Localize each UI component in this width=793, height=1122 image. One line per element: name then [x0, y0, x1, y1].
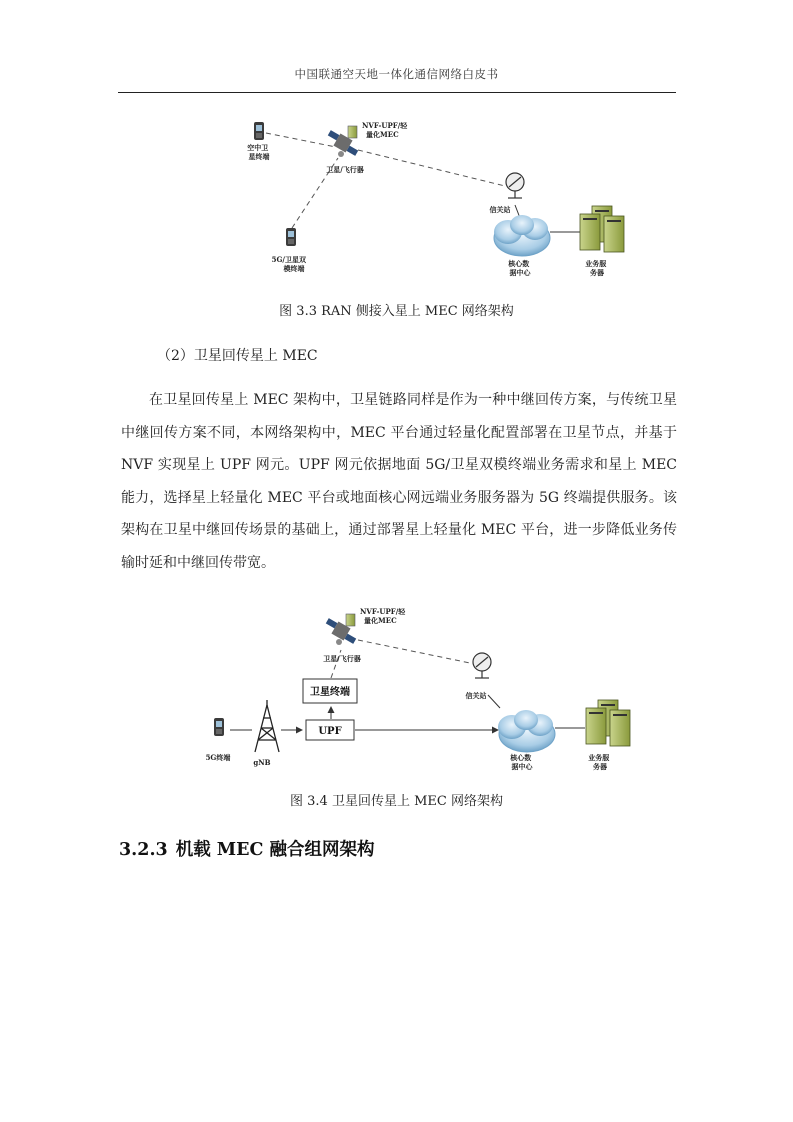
link-satellite-to-gateway [358, 640, 475, 664]
label-nvf-upf: NVF-UPF/轻 量化MEC [360, 607, 406, 625]
section-title: 机载 MEC 融合组网架构 [175, 840, 375, 860]
label-core-dc: 核心数 据中心 [508, 259, 531, 277]
link-gateway-to-cloud [488, 695, 500, 708]
mec-server-icon [346, 614, 355, 626]
figure2-caption: 图 3.4 卫星回传星上 MEC 网络架构 [290, 794, 503, 809]
server-cluster-icon [586, 700, 630, 746]
figure1-caption: 图 3.3 RAN 侧接入星上 MEC 网络架构 [279, 304, 514, 319]
section-heading [119, 836, 375, 861]
label-gateway: 信关站 [465, 691, 487, 700]
gnb-tower-icon [255, 700, 279, 752]
section-number: 3.2.3 [119, 840, 168, 860]
label-sat-terminal: 卫星终端 [310, 687, 350, 698]
label-upf: UPF [318, 726, 342, 737]
cloud-icon [498, 710, 555, 752]
label-dual-terminal: 5G/卫星双 模终端 [271, 255, 306, 273]
label-core-dc: 核心数 据中心 [510, 753, 533, 771]
label-satellite: 卫星/飞行器 [323, 654, 361, 663]
phone-icon [214, 718, 224, 736]
label-gnb: gNB [253, 758, 271, 767]
label-air-terminal: 空中卫 星终端 [247, 143, 270, 161]
body-paragraph: 在卫星回传星上 MEC 架构中，卫星链路同样是作为一种中继回传方案，与传统卫星中继回传方案不同，本网络架构中，MEC 平台通过轻量化配置部署在卫星节点，并基于 NVF 实现星上 UPF 网元。UPF 网元依据地面 5G/卫星双模终端业务需求和星上 MEC 能力，选择星上轻量化 MEC 平台或地面核心网远端业务服务器为 5G 终端提供服务。该架构在卫星中继回传场景的基础上，通过部署星上轻量化 MEC 平台，进一步降低业务传输时延和中继回传带宽。 [121, 392, 677, 571]
label-nvf-upf: NVF-UPF/轻 量化MEC [362, 121, 408, 139]
label-server: 业务服 务器 [588, 753, 610, 771]
label-satellite: 卫星/飞行器 [326, 165, 364, 174]
subheading: （2）卫星回传星上 MEC [157, 348, 318, 364]
label-gateway: 信关站 [489, 205, 511, 214]
label-server: 业务服 务器 [585, 259, 607, 277]
label-5g-terminal: 5G终端 [205, 753, 231, 762]
page-header: 中国联通空天地一体化通信网络白皮书 [294, 67, 499, 81]
gateway-dish-icon [473, 653, 491, 678]
